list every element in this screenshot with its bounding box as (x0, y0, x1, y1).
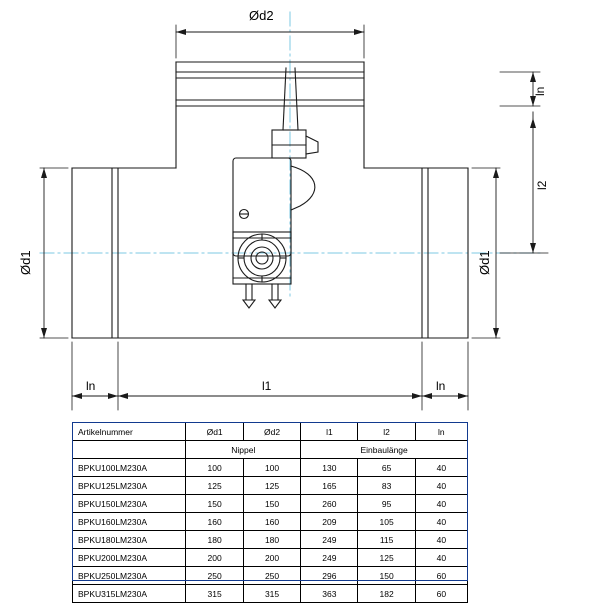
dimension-label-d2: Ød2 (249, 8, 274, 23)
cell-l1: 296 (301, 567, 358, 585)
cell-article: BPKU125LM230A (73, 477, 186, 495)
cell-ln: 40 (415, 549, 467, 567)
header-l1: l1 (301, 423, 358, 441)
header-l2: l2 (358, 423, 415, 441)
cell-ln: 40 (415, 513, 467, 531)
cell-l2: 150 (358, 567, 415, 585)
cell-l2: 125 (358, 549, 415, 567)
cell-l1: 209 (301, 513, 358, 531)
cell-ln: 60 (415, 585, 467, 603)
cell-d2: 180 (243, 531, 300, 549)
cell-d2: 315 (243, 585, 300, 603)
cell-ln: 40 (415, 495, 467, 513)
cell-d2: 250 (243, 567, 300, 585)
cell-article: BPKU250LM230A (73, 567, 186, 585)
cell-ln: 60 (415, 567, 467, 585)
group-empty (73, 441, 186, 459)
cell-d2: 100 (243, 459, 300, 477)
centerline (40, 12, 540, 300)
cell-ln: 40 (415, 531, 467, 549)
cell-l2: 105 (358, 513, 415, 531)
spec-table-wrap (72, 422, 468, 603)
cell-l2: 65 (358, 459, 415, 477)
cell-l2: 83 (358, 477, 415, 495)
cell-ln: 40 (415, 477, 467, 495)
table-row (73, 531, 468, 549)
header-d2: Ød2 (243, 423, 300, 441)
cell-d1: 200 (186, 549, 243, 567)
cell-d1: 125 (186, 477, 243, 495)
header-ln: ln (415, 423, 467, 441)
table-row (73, 495, 468, 513)
cell-d1: 315 (186, 585, 243, 603)
cell-article: BPKU180LM230A (73, 531, 186, 549)
dimension-label-ln-bottom-right: ln (436, 379, 446, 393)
table-row (73, 567, 468, 585)
cell-d1: 250 (186, 567, 243, 585)
cell-d1: 150 (186, 495, 243, 513)
cell-d2: 200 (243, 549, 300, 567)
cell-article: BPKU150LM230A (73, 495, 186, 513)
cell-d1: 100 (186, 459, 243, 477)
cell-l1: 260 (301, 495, 358, 513)
table-row (73, 513, 468, 531)
cell-d1: 160 (186, 513, 243, 531)
cell-ln: 40 (415, 459, 467, 477)
group-einbaulaenge: Einbaulänge (301, 441, 468, 459)
cell-d1: 180 (186, 531, 243, 549)
dimension-label-d1-left: Ød1 (18, 250, 33, 275)
group-nippel: Nippel (186, 441, 301, 459)
dimension-label-l2: l2 (535, 180, 549, 190)
table-row (73, 459, 468, 477)
cell-l1: 249 (301, 549, 358, 567)
dimension-label-ln-bottom-left: ln (86, 379, 96, 393)
cell-article: BPKU315LM230A (73, 585, 186, 603)
cell-l1: 249 (301, 531, 358, 549)
table-row (73, 585, 468, 603)
spec-table (72, 422, 468, 603)
cell-l2: 115 (358, 531, 415, 549)
dimension-label-ln-top-right: ln (533, 86, 547, 96)
table-row (73, 549, 468, 567)
cell-l2: 95 (358, 495, 415, 513)
cell-l1: 130 (301, 459, 358, 477)
table-row (73, 477, 468, 495)
dimension-label-d1-right: Ød1 (477, 250, 492, 275)
cell-article: BPKU200LM230A (73, 549, 186, 567)
cell-article: BPKU100LM230A (73, 459, 186, 477)
dimension-label-l1: l1 (262, 379, 272, 393)
cell-l2: 182 (358, 585, 415, 603)
table-group-row (73, 441, 468, 459)
cell-d2: 125 (243, 477, 300, 495)
cell-l1: 165 (301, 477, 358, 495)
header-article: Artikelnummer (73, 423, 186, 441)
cell-l1: 363 (301, 585, 358, 603)
header-d1: Ød1 (186, 423, 243, 441)
cell-d2: 150 (243, 495, 300, 513)
cell-d2: 160 (243, 513, 300, 531)
cell-article: BPKU160LM230A (73, 513, 186, 531)
